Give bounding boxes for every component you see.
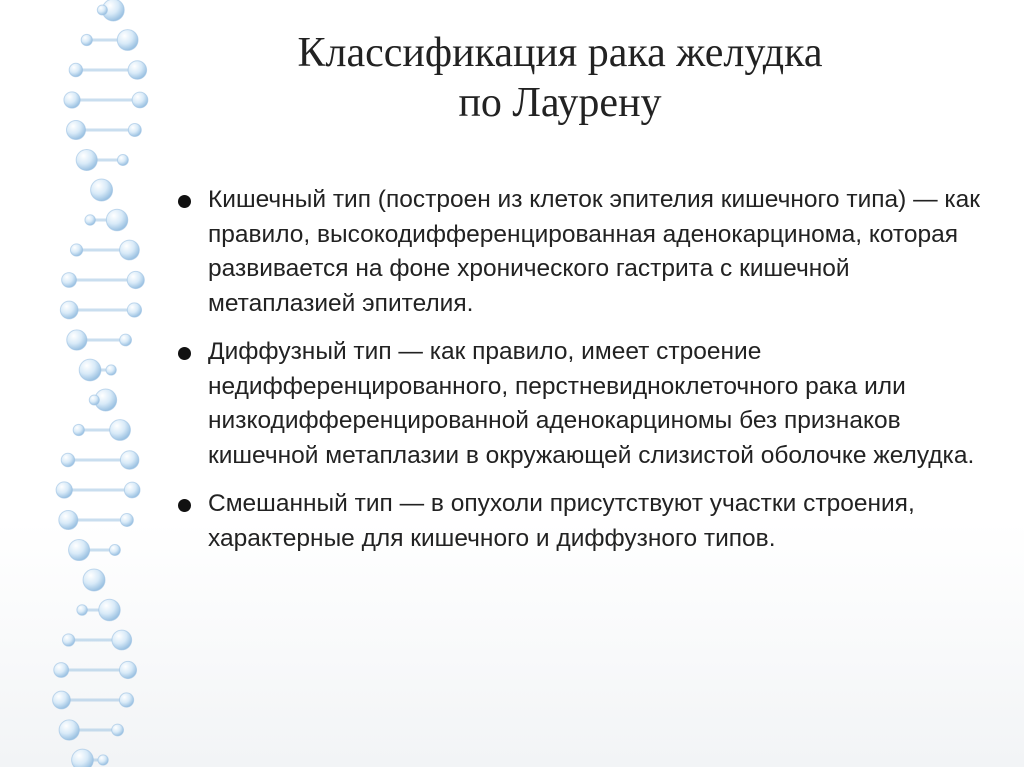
dna-bead — [54, 663, 69, 678]
dna-bead — [120, 240, 140, 260]
dna-bead — [132, 92, 148, 108]
dna-bead — [76, 149, 97, 170]
bullet-dot-icon — [178, 195, 191, 208]
dna-bead — [97, 5, 107, 15]
dna-bead — [98, 755, 108, 765]
dna-bead — [77, 605, 88, 616]
dna-bead — [59, 510, 78, 529]
bullet-list — [176, 183, 996, 570]
dna-bead — [120, 514, 133, 527]
dna-helix-icon — [0, 0, 190, 767]
page-title — [200, 28, 920, 128]
dna-bead — [83, 569, 105, 591]
bullet-text: Кишечный тип (построен из клеток эпителия кишечного типа) — как правило, высокодифференцированная аденокарцинома, которая развивается на фоне хронического гастрита с кишечной метаплазией эпителия. — [208, 186, 981, 317]
dna-bead — [62, 273, 77, 288]
bullet-text: Смешанный тип — в опухоли присутствуют участки строения, характерные для кишечного и диффузного типов. — [208, 490, 915, 552]
dna-bead — [53, 691, 71, 709]
bullet-dot-icon — [178, 347, 191, 360]
dna-bead — [127, 303, 141, 317]
dna-bead — [119, 661, 136, 678]
dna-bead — [128, 61, 147, 80]
dna-bead — [81, 34, 92, 45]
dna-bead — [89, 395, 99, 405]
dna-bead — [61, 453, 74, 466]
bullet-item-intestinal — [176, 183, 996, 321]
bullet-item-mixed — [176, 487, 996, 556]
dna-bead — [62, 634, 74, 646]
dna-bead — [73, 424, 84, 435]
bullet-text: Диффузный тип — как правило, имеет строение недифференцированного, перстневидноклеточного рака или низкодифференцированной аденокарциномы без признаков кишечной метаплазии в окружающей слизистой оболочке желудка. — [208, 338, 975, 469]
title-line-1: Классификация рака желудка — [297, 30, 823, 76]
dna-bead — [119, 693, 133, 707]
dna-bead — [69, 539, 90, 560]
dna-bead — [66, 120, 85, 139]
dna-bead — [120, 451, 139, 470]
bullet-dot-icon — [178, 499, 191, 512]
dna-bead — [64, 92, 80, 108]
dna-bead — [106, 209, 128, 231]
dna-bead — [56, 482, 72, 498]
dna-bead — [109, 545, 120, 556]
dna-bead — [99, 599, 120, 620]
dna-bead — [128, 124, 141, 137]
dna-bead — [59, 720, 79, 740]
dna-bead — [127, 271, 144, 288]
dna-bead — [106, 365, 116, 375]
dna-bead — [117, 155, 128, 166]
dna-bead — [60, 301, 78, 319]
dna-bead — [67, 330, 87, 350]
dna-bead — [124, 482, 140, 498]
dna-bead — [85, 215, 95, 225]
dna-bead — [72, 749, 94, 767]
dna-bead — [117, 30, 138, 51]
dna-bead — [112, 724, 124, 736]
dna-bead — [91, 179, 113, 201]
dna-bead — [120, 334, 132, 346]
dna-bead — [70, 244, 82, 256]
dna-bead — [69, 63, 82, 76]
dna-bead — [79, 359, 101, 381]
title-line-2: по Лаурену — [458, 80, 662, 126]
dna-bead — [110, 420, 131, 441]
dna-bead — [112, 630, 132, 650]
bullet-item-diffuse — [176, 335, 996, 473]
